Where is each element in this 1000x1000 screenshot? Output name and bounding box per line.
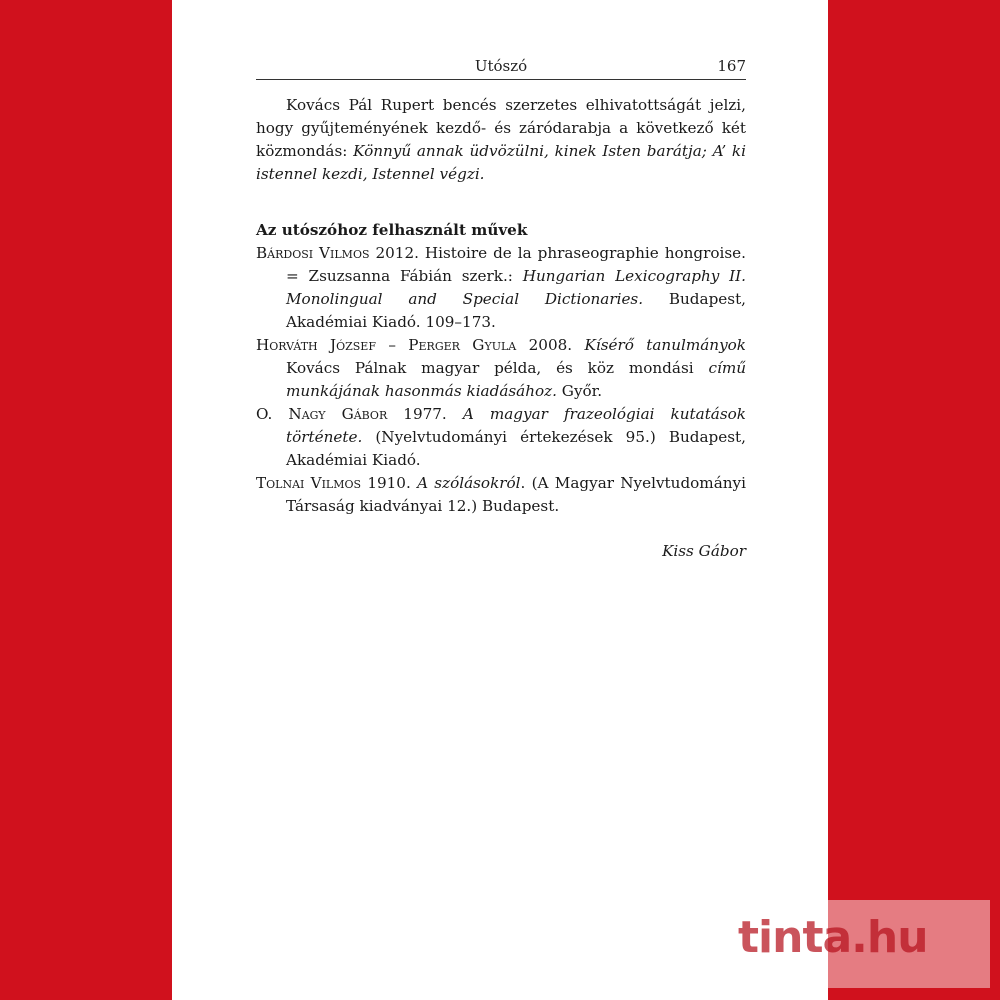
- reference-text: Kovács Pálnak magyar példa, és köz mondási: [286, 359, 709, 377]
- reference-item: [256, 334, 746, 403]
- reference-list: [256, 242, 746, 518]
- reference-title: A magyar frazeológiai kutatások története.: [286, 405, 746, 446]
- reference-item: [256, 403, 746, 472]
- reference-item: [256, 472, 746, 518]
- reference-text: 1977.: [387, 405, 463, 423]
- reference-author: O. Nagy Gábor: [256, 405, 388, 423]
- reference-publisher: (Nyelvtudományi értekezések 95.) Budapest, Akadémiai Kiadó.: [286, 428, 746, 469]
- author-signature: Kiss Gábor: [662, 542, 746, 560]
- reference-publisher: Budapest, Akadémiai Kiadó. 109–173.: [286, 290, 747, 331]
- reference-author: Horváth József – Perger Gyula: [256, 336, 517, 354]
- reference-publisher: Győr.: [556, 382, 603, 400]
- reference-title: A szólásokról: [417, 474, 521, 492]
- page-number: 167: [717, 57, 746, 75]
- reference-author: Tolnai Vilmos: [256, 474, 362, 492]
- reference-text: 2012. Histoire de la phraseographie hongroise. = Zsuzsanna Fábián szerk.:: [286, 244, 746, 285]
- book-page: [172, 0, 828, 1000]
- reference-text: 1910.: [361, 474, 418, 492]
- reference-author: Bárdosi Vilmos: [256, 244, 370, 262]
- watermark-logo: tinta.hu: [738, 912, 928, 963]
- reference-publisher: . (A Magyar Nyelvtudományi Társaság kiadványai 12.) Budapest.: [286, 474, 746, 515]
- reference-text: 2008.: [516, 336, 585, 354]
- reference-title: Kísérő tanulmányok: [584, 336, 746, 354]
- intro-paragraph: [256, 94, 746, 186]
- intro-quote: Könnyű annak üdvözülni, kinek Isten barátja; A’ ki istennel kezdi, Istennel végzi.: [256, 142, 746, 183]
- running-head: [256, 57, 746, 80]
- reference-title: című munkájának hasonmás kiadásához.: [286, 359, 746, 400]
- page-content: [256, 94, 746, 563]
- intro-text: Kovács Pál Rupert bencés szerzetes elhivatottságát jelzi, hogy gyűjteményének kezdő- és záródarabja a következő két közmondás:: [256, 96, 746, 160]
- reference-title: Hungarian Lexicography II. Monolingual and Special Dictionaries.: [286, 267, 746, 308]
- running-head-title: Utószó: [474, 57, 528, 75]
- reference-item: [256, 242, 746, 334]
- section-title: Az utószóhoz felhasznált művek: [256, 221, 528, 239]
